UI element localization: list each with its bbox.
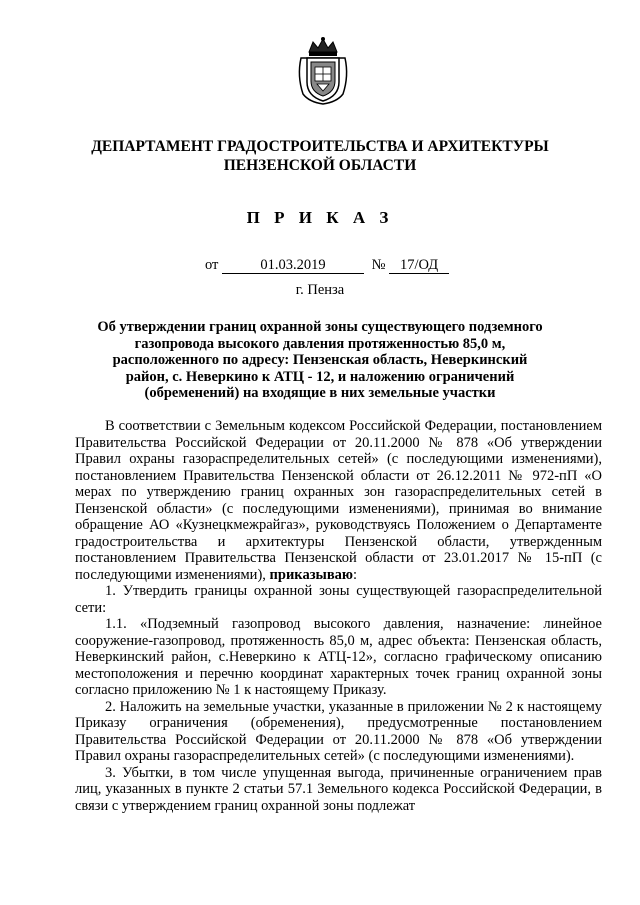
item-3: 3. Убытки, в том числе упущенная выгода, причиненные ограничением прав лиц, указанных в пункте 2 статьи 57.1 Земельного кодекса Российской Федерации, в связи с утверждением границ охранной зоны подлежат	[75, 764, 602, 814]
department-line-1: ДЕПАРТАМЕНТ ГРАДОСТРОИТЕЛЬСТВА И АРХИТЕКТУРЫ	[91, 138, 549, 155]
order-city: г. Пенза	[295, 282, 345, 298]
item-1: 1. Утвердить границы охранной зоны существующей газораспределительной сети:	[75, 583, 602, 616]
preamble-text: В соответствии с Земельным кодексом Российской Федерации, постановлением Правительства Российской Федерации от 20.11.2000 № 878 «Об утверждении Правил охраны газораспределительных сетей» (с последующими изменениями), постановлением Правительства Пензенской области от 26.12.2011 № 972-пП «О мерах по утверждению границ охранных зон газораспределительных сетей в Пензенской области» (с последующими изменениями), принимая во внимание обращение АО «Кузнецкмежрайгаз», руководствуясь Положением о Департаменте градостроительства и архитектуры Пензенской области, утвержденным постановлением Правительства Пензенской области от 23.01.2017 № 15-пП (с последующими изменениями),	[75, 418, 602, 583]
order-title: П Р И К А З	[246, 208, 394, 227]
order-date: 01.03.2019	[222, 257, 364, 274]
preamble-keyword: приказываю	[269, 566, 353, 583]
department-line-2: ПЕНЗЕНСКОЙ ОБЛАСТИ	[223, 157, 417, 174]
preamble-end: :	[353, 566, 358, 583]
order-subject: Об утверждении границ охранной зоны существующего подземного газопровода высокого давления протяженностью 85,0 м, расположенного по адресу: Пензенская область, Неверкинский район, с. Неверкино к АТЦ - 12, и наложению ограничений (обременений) на входящие в них земельные участки	[97, 319, 543, 402]
coat-of-arms-emblem	[295, 36, 351, 106]
date-prefix: от	[205, 257, 219, 273]
preamble-paragraph	[75, 418, 602, 583]
department-name	[0, 137, 640, 175]
order-date-number-line	[205, 257, 449, 274]
item-1-1: 1.1. «Подземный газопровод высокого давления, назначение: линейное сооружение-газопровод, протяженность 85,0 м, адрес объекта: Пензенская область, Неверкинский район, с.Неверкино к АТЦ-12», согласно графическому описанию местоположения и перечню координат характерных точек границ охранной зоны согласно приложению № 1 к настоящему Приказу.	[75, 616, 602, 698]
item-2: 2. Наложить на земельные участки, указанные в приложении № 2 к настоящему Приказу ограничения (обременения), предусмотренные постановлением Правительства Российской Федерации от 20.11.2000 № 878 «Об утверждении Правил охраны газораспределительных сетей» (с последующими изменениями).	[75, 698, 602, 764]
order-number: 17/ОД	[389, 257, 449, 274]
number-prefix: №	[371, 257, 386, 273]
order-body	[75, 418, 602, 814]
